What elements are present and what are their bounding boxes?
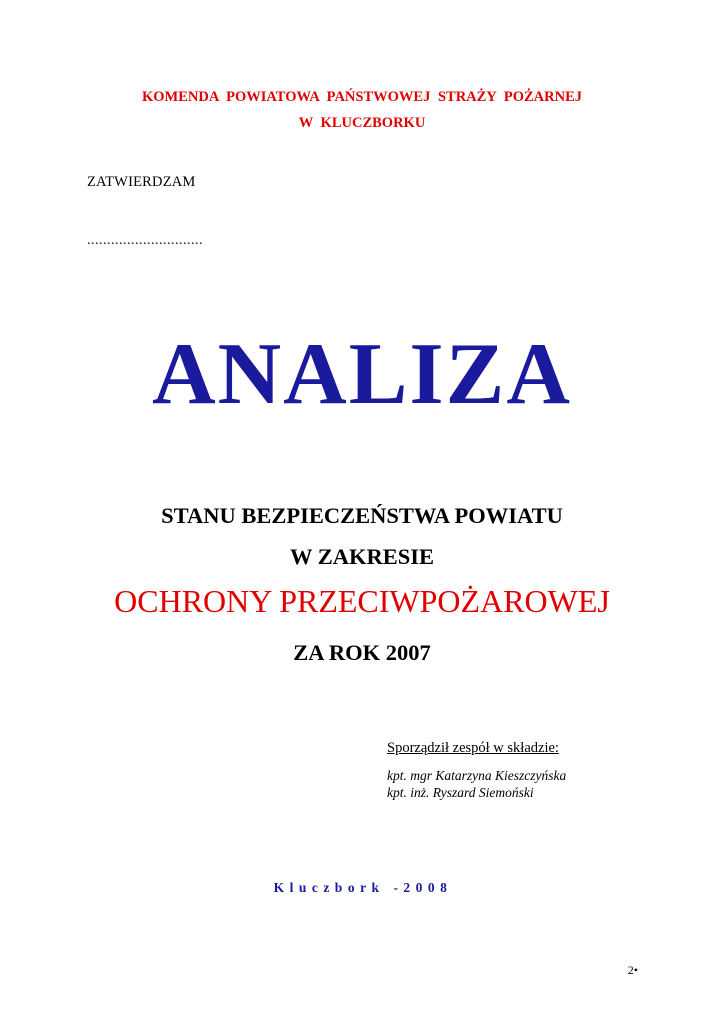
institution-location: W KLUCZBORKU: [298, 115, 426, 131]
subtitle-line-1: STANU BEZPIECZEŃSTWA POWIATU: [161, 503, 563, 528]
author-name: kpt. inż. Ryszard Siemoński: [387, 785, 534, 800]
signature-line: .............................: [87, 233, 203, 248]
approval-label: ZATWIERDZAM: [87, 174, 196, 190]
subtitle-line-3: OCHRONY PRZECIWPOŻAROWEJ: [114, 583, 610, 619]
authors-block: [387, 739, 566, 801]
author-name: kpt. mgr Katarzyna Kieszczyńska: [387, 768, 567, 783]
authors-heading: Sporządził zespół w składzie:: [387, 740, 559, 756]
subtitle-line-2: W ZAKRESIE: [289, 544, 434, 569]
place-and-year: Kluczbork -2008: [273, 880, 453, 895]
page-number: 2•: [627, 963, 638, 977]
document-title: ANALIZA: [152, 326, 572, 423]
institution-header: [0, 84, 724, 136]
institution-name: KOMENDA POWIATOWA PAŃSTWOWEJ STRAŻY POŻARNEJ: [141, 89, 583, 105]
subtitle-line-4: ZA ROK 2007: [293, 640, 431, 665]
